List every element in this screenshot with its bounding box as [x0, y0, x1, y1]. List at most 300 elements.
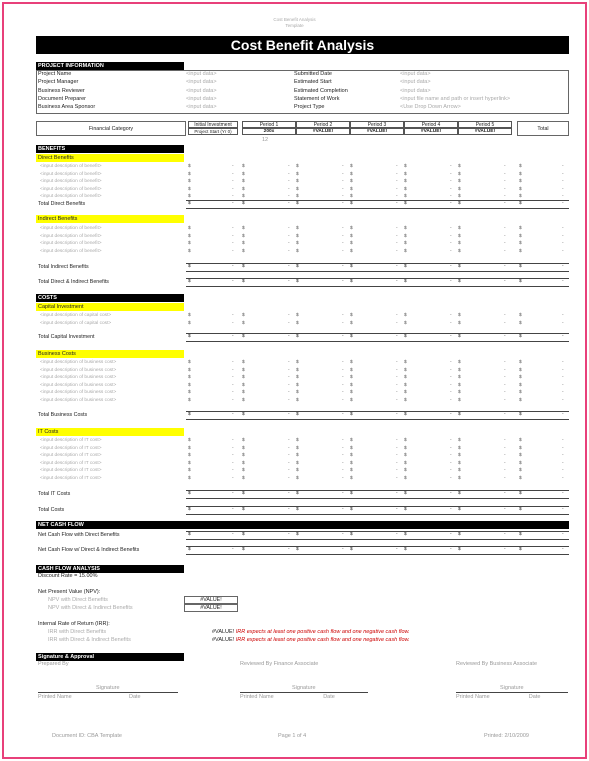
dash-value: -	[504, 201, 506, 206]
dollar-sign: $	[188, 226, 191, 231]
dollar-sign: $	[458, 468, 461, 474]
dash-value: -	[562, 279, 564, 284]
dash-value: -	[232, 171, 234, 177]
dash-value: -	[288, 334, 290, 339]
dollar-sign: $	[404, 445, 407, 451]
dash-value: -	[288, 164, 290, 169]
dash-value: -	[562, 248, 564, 254]
dash-value: -	[450, 507, 452, 512]
dollar-sign: $	[296, 532, 299, 537]
dollar-sign: $	[296, 164, 299, 169]
dash-value: -	[288, 375, 290, 381]
dollar-sign: $	[519, 547, 522, 552]
dollar-sign: $	[519, 313, 522, 318]
printed-name-label: Printed Name	[456, 694, 490, 700]
dollar-sign: $	[458, 194, 461, 200]
dollar-sign: $	[350, 186, 353, 192]
dash-value: -	[396, 438, 398, 443]
dollar-sign: $	[519, 179, 522, 185]
dollar-sign: $	[350, 194, 353, 200]
dollar-sign: $	[519, 507, 522, 512]
line-item-label: <input description of capital cost>	[40, 320, 112, 326]
period-header: Period 3	[350, 121, 404, 128]
reviewed-finance-label: Reviewed By Finance Associate	[240, 661, 319, 667]
dash-value: -	[450, 233, 452, 239]
dash-value: -	[562, 320, 564, 326]
dollar-sign: $	[519, 398, 522, 403]
total-rule-bottom	[186, 498, 569, 499]
reviewed-business-label: Reviewed By Business Associate	[456, 661, 538, 667]
dash-value: -	[504, 320, 506, 326]
dollar-sign: $	[404, 171, 407, 177]
total-row-label: Total Indirect Benefits	[38, 264, 89, 270]
dash-value: -	[504, 248, 506, 254]
dash-value: -	[450, 390, 452, 396]
dash-value: -	[288, 382, 290, 388]
header-line-2: Template	[285, 23, 304, 28]
dollar-sign: $	[350, 445, 353, 451]
dash-value: -	[504, 460, 506, 466]
dash-value: -	[232, 320, 234, 326]
dollar-sign: $	[296, 320, 299, 326]
dash-value: -	[562, 375, 564, 381]
dash-value: -	[288, 179, 290, 185]
line-item-label: <input description of business cost>	[40, 360, 117, 365]
dollar-sign: $	[350, 248, 353, 254]
dash-value: -	[342, 194, 344, 200]
npv-direct-label: NPV with Direct Benefits	[48, 597, 108, 603]
project-info-value: <input data>	[186, 95, 217, 102]
period-header: Period 1	[242, 121, 296, 128]
dash-value: -	[232, 468, 234, 474]
signature-line	[38, 692, 178, 693]
dollar-sign: $	[188, 334, 191, 339]
dash-value: -	[288, 226, 290, 231]
dollar-sign: $	[242, 248, 245, 254]
dash-value: -	[504, 179, 506, 185]
dash-value: -	[232, 226, 234, 231]
dollar-sign: $	[350, 453, 353, 459]
dollar-sign: $	[519, 233, 522, 239]
dash-value: -	[562, 382, 564, 388]
months-value: 12	[262, 137, 269, 143]
dollar-sign: $	[188, 186, 191, 192]
discount-rate: Discount Rate = 15.00%	[38, 573, 98, 579]
dash-value: -	[288, 241, 290, 247]
dollar-sign: $	[242, 445, 245, 451]
dollar-sign: $	[404, 279, 407, 284]
dollar-sign: $	[350, 334, 353, 339]
dollar-sign: $	[458, 279, 461, 284]
dollar-sign: $	[296, 382, 299, 388]
dash-value: -	[504, 241, 506, 247]
dash-value: -	[450, 360, 452, 365]
dollar-sign: $	[296, 194, 299, 200]
dash-value: -	[288, 412, 290, 417]
dollar-sign: $	[242, 334, 245, 339]
dash-value: -	[450, 375, 452, 381]
period-value: #VALUE!	[350, 128, 404, 135]
dash-value: -	[342, 279, 344, 284]
period-value: #VALUE!	[404, 128, 458, 135]
dash-value: -	[504, 186, 506, 192]
dash-value: -	[450, 334, 452, 339]
costs-heading: COSTS	[36, 294, 184, 302]
dollar-sign: $	[404, 201, 407, 206]
project-info-label: Business Reviewer	[38, 87, 85, 94]
line-item-label: <input description of benefit>	[40, 164, 102, 169]
dollar-sign: $	[519, 390, 522, 396]
dash-value: -	[562, 532, 564, 537]
dollar-sign: $	[296, 367, 299, 373]
project-info-label: Project Type	[294, 104, 325, 111]
dollar-sign: $	[188, 171, 191, 177]
dollar-sign: $	[188, 375, 191, 381]
dash-value: -	[562, 233, 564, 239]
dollar-sign: $	[188, 445, 191, 451]
total-rule-bottom	[186, 554, 569, 555]
dash-value: -	[562, 438, 564, 443]
dash-value: -	[562, 412, 564, 417]
dollar-sign: $	[458, 491, 461, 496]
line-item-label: <input description of business cost>	[40, 382, 117, 388]
dash-value: -	[562, 186, 564, 192]
dollar-sign: $	[242, 194, 245, 200]
dollar-sign: $	[242, 226, 245, 231]
dollar-sign: $	[188, 194, 191, 200]
dash-value: -	[396, 460, 398, 466]
total-rule-bottom	[186, 341, 569, 342]
dash-value: -	[504, 547, 506, 552]
project-info-heading: PROJECT INFORMATION	[36, 62, 184, 70]
dollar-sign: $	[458, 360, 461, 365]
dollar-sign: $	[458, 532, 461, 537]
dash-value: -	[232, 279, 234, 284]
dollar-sign: $	[404, 453, 407, 459]
line-item-label: <input description of benefit>	[40, 179, 102, 185]
dash-value: -	[450, 476, 452, 481]
dash-value: -	[562, 453, 564, 459]
dollar-sign: $	[458, 201, 461, 206]
dollar-sign: $	[296, 375, 299, 381]
line-item-label: <input description of business cost>	[40, 375, 117, 381]
dash-value: -	[288, 445, 290, 451]
dash-value: -	[504, 313, 506, 318]
dash-value: -	[504, 390, 506, 396]
total-row-label: Total Costs	[38, 507, 65, 513]
dollar-sign: $	[404, 248, 407, 254]
dollar-sign: $	[458, 453, 461, 459]
dollar-sign: $	[296, 491, 299, 496]
dollar-sign: $	[458, 186, 461, 192]
dollar-sign: $	[242, 460, 245, 466]
dollar-sign: $	[404, 460, 407, 466]
period-value: 200x	[242, 128, 296, 135]
line-item-label: <input description of business cost>	[40, 390, 117, 396]
dash-value: -	[232, 398, 234, 403]
total-row-label: Net Cash Flow with Direct Benefits	[38, 532, 120, 538]
total-row-label: Total Direct Benefits	[38, 201, 86, 207]
dollar-sign: $	[458, 476, 461, 481]
dash-value: -	[342, 241, 344, 247]
line-item-label: <input description of business cost>	[40, 367, 117, 373]
dollar-sign: $	[296, 412, 299, 417]
dash-value: -	[342, 334, 344, 339]
cash-flow-analysis-heading: CASH FLOW ANALYSIS	[36, 565, 184, 573]
dash-value: -	[288, 476, 290, 481]
dollar-sign: $	[458, 375, 461, 381]
dollar-sign: $	[519, 468, 522, 474]
dash-value: -	[504, 226, 506, 231]
dash-value: -	[342, 507, 344, 512]
dash-value: -	[562, 201, 564, 206]
total-rule-bottom	[186, 419, 569, 420]
dollar-sign: $	[404, 334, 407, 339]
page-title: Cost Benefit Analysis	[36, 36, 569, 54]
project-info-value: <input data>	[186, 79, 217, 86]
dollar-sign: $	[404, 468, 407, 474]
dash-value: -	[396, 468, 398, 474]
project-info-value: <input data>	[186, 71, 217, 77]
dollar-sign: $	[350, 468, 353, 474]
dollar-sign: $	[242, 320, 245, 326]
dollar-sign: $	[404, 179, 407, 185]
dash-value: -	[562, 445, 564, 451]
project-info-value: <Use Drop Down Arrow>	[400, 104, 461, 111]
line-item-label: <input description of IT cost>	[40, 468, 102, 474]
dash-value: -	[562, 468, 564, 474]
dollar-sign: $	[350, 320, 353, 326]
project-info-value: <input data>	[400, 79, 431, 86]
irr-both-label: IRR with Direct & Indirect Benefits	[48, 637, 131, 643]
line-item-label: <input description of benefit>	[40, 171, 102, 177]
dollar-sign: $	[458, 438, 461, 443]
dollar-sign: $	[242, 547, 245, 552]
dash-value: -	[396, 491, 398, 496]
total-row-label: Total IT Costs	[38, 491, 71, 497]
dash-value: -	[504, 468, 506, 474]
dollar-sign: $	[242, 507, 245, 512]
dollar-sign: $	[296, 438, 299, 443]
dash-value: -	[342, 532, 344, 537]
dash-value: -	[288, 320, 290, 326]
dollar-sign: $	[242, 468, 245, 474]
dollar-sign: $	[188, 532, 191, 537]
dollar-sign: $	[458, 507, 461, 512]
project-info-label: Statement of Work	[294, 95, 340, 102]
dash-value: -	[450, 164, 452, 169]
dash-value: -	[232, 241, 234, 247]
dollar-sign: $	[188, 398, 191, 403]
signature-label: Signature	[292, 685, 316, 691]
irr-direct-value	[212, 629, 410, 636]
dollar-sign: $	[519, 164, 522, 169]
dollar-sign: $	[458, 171, 461, 177]
dollar-sign: $	[188, 279, 191, 284]
dash-value: -	[562, 241, 564, 247]
dash-value: -	[288, 279, 290, 284]
dollar-sign: $	[296, 248, 299, 254]
dollar-sign: $	[519, 194, 522, 200]
npv-both-value: #VALUE!	[184, 604, 238, 612]
total-row-label: Net Cash Flow w/ Direct & Indirect Benefits	[38, 547, 140, 553]
dash-value: -	[288, 460, 290, 466]
initial-investment-sub: Project Start (Yr 0)	[188, 128, 238, 135]
dollar-sign: $	[458, 226, 461, 231]
dollar-sign: $	[350, 375, 353, 381]
dollar-sign: $	[188, 412, 191, 417]
dollar-sign: $	[188, 320, 191, 326]
npv-both-label: NPV with Direct & Indirect Benefits	[48, 605, 133, 611]
dollar-sign: $	[188, 547, 191, 552]
dash-value: -	[504, 360, 506, 365]
dollar-sign: $	[242, 367, 245, 373]
dash-value: -	[288, 201, 290, 206]
dollar-sign: $	[296, 507, 299, 512]
dollar-sign: $	[296, 313, 299, 318]
total-rule-top	[186, 531, 569, 532]
dollar-sign: $	[188, 313, 191, 318]
dash-value: -	[450, 382, 452, 388]
total-row-label: Total Direct & Indirect Benefits	[38, 279, 109, 285]
dollar-sign: $	[458, 547, 461, 552]
indirect-benefits-heading: Indirect Benefits	[36, 215, 184, 223]
line-item-label: <input description of benefit>	[40, 194, 102, 200]
dash-value: -	[232, 334, 234, 339]
dash-value: -	[396, 547, 398, 552]
total-rule-top	[186, 278, 569, 279]
dash-value: -	[232, 532, 234, 537]
dollar-sign: $	[519, 334, 522, 339]
irr-both-value-text: #VALUE!	[212, 637, 235, 643]
footer-left: Document ID: CBA Template	[52, 733, 122, 739]
total-rule-top	[186, 333, 569, 334]
dash-value: -	[450, 491, 452, 496]
dash-value: -	[342, 367, 344, 373]
dollar-sign: $	[404, 313, 407, 318]
dash-value: -	[504, 334, 506, 339]
dollar-sign: $	[458, 164, 461, 169]
dash-value: -	[396, 164, 398, 169]
dash-value: -	[450, 313, 452, 318]
dash-value: -	[504, 279, 506, 284]
dollar-sign: $	[404, 194, 407, 200]
dash-value: -	[342, 476, 344, 481]
dollar-sign: $	[404, 398, 407, 403]
dollar-sign: $	[404, 226, 407, 231]
dash-value: -	[562, 547, 564, 552]
dash-value: -	[562, 507, 564, 512]
signature-line	[240, 692, 368, 693]
dash-value: -	[396, 248, 398, 254]
dollar-sign: $	[519, 491, 522, 496]
project-info-value: <input data>	[186, 87, 217, 94]
dollar-sign: $	[404, 360, 407, 365]
dollar-sign: $	[519, 248, 522, 254]
dash-value: -	[504, 476, 506, 481]
line-item-label: <input description of capital cost>	[40, 313, 112, 318]
dollar-sign: $	[458, 445, 461, 451]
dollar-sign: $	[296, 398, 299, 403]
dollar-sign: $	[242, 438, 245, 443]
dash-value: -	[232, 179, 234, 185]
dollar-sign: $	[242, 164, 245, 169]
dash-value: -	[288, 398, 290, 403]
dollar-sign: $	[296, 360, 299, 365]
dash-value: -	[396, 390, 398, 396]
signature-label: Signature	[500, 685, 524, 691]
dash-value: -	[232, 264, 234, 269]
dash-value: -	[342, 412, 344, 417]
dollar-sign: $	[296, 186, 299, 192]
dollar-sign: $	[458, 241, 461, 247]
dollar-sign: $	[404, 164, 407, 169]
dollar-sign: $	[519, 438, 522, 443]
dash-value: -	[562, 264, 564, 269]
dollar-sign: $	[188, 460, 191, 466]
footer-right: Printed: 2/10/2009	[484, 733, 529, 739]
dollar-sign: $	[404, 476, 407, 481]
direct-benefits-heading: Direct Benefits	[36, 154, 184, 162]
dash-value: -	[562, 360, 564, 365]
dash-value: -	[288, 186, 290, 192]
dash-value: -	[396, 532, 398, 537]
dollar-sign: $	[404, 320, 407, 326]
dash-value: -	[504, 412, 506, 417]
dash-value: -	[562, 194, 564, 200]
dash-value: -	[450, 398, 452, 403]
irr-both-note: IRR expects at least one positive cash flow and one negative cash flow.	[235, 637, 410, 643]
dash-value: -	[396, 179, 398, 185]
dash-value: -	[504, 491, 506, 496]
dollar-sign: $	[519, 241, 522, 247]
dash-value: -	[562, 491, 564, 496]
line-item-label: <input description of benefit>	[40, 226, 102, 231]
dollar-sign: $	[350, 491, 353, 496]
dollar-sign: $	[296, 390, 299, 396]
dollar-sign: $	[188, 164, 191, 169]
dollar-sign: $	[519, 279, 522, 284]
dash-value: -	[450, 532, 452, 537]
dash-value: -	[562, 179, 564, 185]
it-costs-heading: IT Costs	[36, 428, 184, 436]
dash-value: -	[504, 438, 506, 443]
dollar-sign: $	[350, 390, 353, 396]
prepared-by-label: Prepared By	[38, 661, 69, 667]
dash-value: -	[342, 390, 344, 396]
project-info-label: Estimated Start	[294, 79, 332, 86]
dash-value: -	[342, 233, 344, 239]
total-rule-top	[186, 411, 569, 412]
dash-value: -	[450, 367, 452, 373]
dash-value: -	[288, 360, 290, 365]
dash-value: -	[288, 453, 290, 459]
initial-investment-header: Initial Investment	[188, 121, 238, 128]
dash-value: -	[396, 186, 398, 192]
dash-value: -	[288, 468, 290, 474]
dollar-sign: $	[242, 532, 245, 537]
dollar-sign: $	[458, 179, 461, 185]
dash-value: -	[232, 445, 234, 451]
dollar-sign: $	[188, 264, 191, 269]
dollar-sign: $	[296, 445, 299, 451]
total-rule-top	[186, 506, 569, 507]
dash-value: -	[504, 164, 506, 169]
dash-value: -	[450, 453, 452, 459]
period-value: #VALUE!	[458, 128, 512, 135]
dollar-sign: $	[188, 201, 191, 206]
benefits-heading: BENEFITS	[36, 145, 184, 153]
